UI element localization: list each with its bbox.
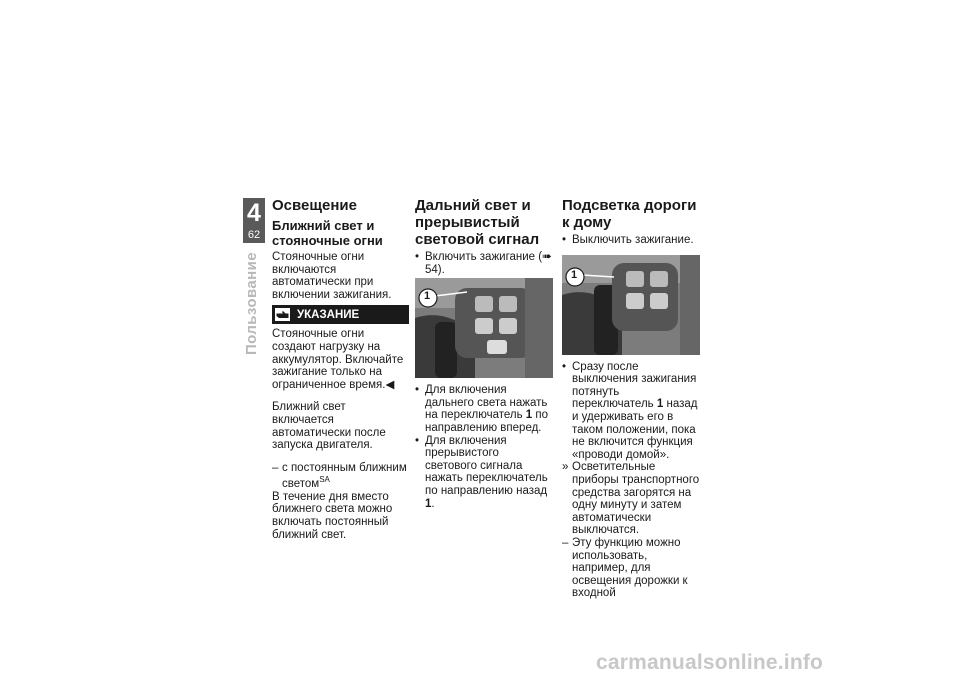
- result-marker: »: [562, 461, 569, 474]
- bullet-text-end: по направлению вперед.: [425, 409, 549, 434]
- handlebar-switch-photo: [415, 278, 553, 378]
- dash-marker: –: [562, 536, 569, 549]
- section-title: Освещение: [272, 197, 357, 214]
- dash-item-text: Эту функцию можно использовать, например, для освещения дорожки к входной: [572, 536, 688, 600]
- bullet-item: [415, 251, 553, 276]
- bullet-text-end: ).: [437, 263, 445, 276]
- bullet-text: Включить зажигание (: [425, 251, 543, 263]
- column-high-beam: [415, 197, 553, 510]
- bullet-marker: •: [415, 434, 420, 447]
- side-section-text: Пользование: [243, 252, 260, 355]
- bullet-marker: •: [562, 360, 567, 373]
- bullet-marker: •: [415, 251, 420, 263]
- section-title: Дальний свет и прерывистый световой сигнал: [415, 197, 540, 248]
- paragraph: В течение дня вместо ближнего света можно включать постоянный ближний свет.: [272, 490, 393, 541]
- photo-callout-1: 1: [424, 290, 431, 303]
- subsection-title: Ближний свет и стояночные огни: [272, 218, 383, 248]
- bullet-text: Сразу после выключения зажигания потянуть переключатель: [572, 360, 697, 411]
- reference-arrow-icon: ➠: [542, 251, 552, 263]
- bullet-item: [562, 234, 700, 247]
- notice-body: Стояночные огни создают нагрузку на аккумулятор. Включайте зажигание только на ограниченное время.: [272, 328, 404, 391]
- bullet-text: Выключить зажигание.: [572, 234, 694, 246]
- side-section-label: [243, 252, 265, 377]
- sa-superscript: SA: [319, 475, 330, 485]
- result-item: [562, 461, 700, 537]
- photo-callout-1: 1: [571, 268, 578, 281]
- notice-banner: [272, 305, 409, 324]
- pointing-hand-icon: [275, 308, 290, 321]
- bullet-text: Для включения прерывистого светового сигнала нажать переключатель по направлению назад: [425, 434, 548, 497]
- watermark: carmanualsonline.info: [596, 651, 824, 674]
- column-lighting: [272, 197, 409, 545]
- end-mark-icon: ◀: [385, 378, 395, 391]
- bullet-marker: •: [562, 234, 567, 246]
- notice-text: [272, 328, 409, 391]
- bullet-marker: •: [415, 384, 420, 397]
- bullet-item: [415, 384, 553, 434]
- dash-list-item: [562, 537, 700, 600]
- paragraph: Ближний свет включается автоматически после запуска двигателя.: [272, 401, 386, 452]
- bullet-item: [415, 435, 553, 511]
- callout-ref: 1: [525, 409, 533, 422]
- notice-label: УКАЗАНИЕ: [297, 308, 360, 321]
- dash-marker: –: [272, 461, 279, 474]
- page-reference[interactable]: 54: [425, 263, 438, 276]
- bullet-text: Для включения дальнего света нажать на переключатель: [425, 384, 548, 422]
- column-follow-me-home: [562, 197, 700, 600]
- callout-ref: 1: [656, 398, 664, 411]
- callout-ref: 1: [425, 497, 432, 510]
- result-text: Осветительные приборы транспортного средства загорятся на одну минуту и затем автоматически выключатся.: [572, 461, 700, 537]
- page-number: 62: [247, 229, 261, 241]
- dash-item-text: с постоянным ближним светом: [282, 461, 407, 491]
- dash-list-item: [272, 462, 409, 491]
- handlebar-switch-photo: [562, 255, 700, 355]
- bullet-item: [562, 361, 700, 462]
- chapter-tab: [243, 198, 265, 243]
- bullet-text-end: назад и удерживать его в таком положении, пока не включится функция «проводи домой».: [572, 398, 698, 461]
- paragraph: Стояночные огни включаются автоматически при включении зажигания.: [272, 251, 392, 301]
- bullet-text-end: .: [431, 497, 435, 510]
- chapter-number: 4: [247, 199, 261, 227]
- section-title: Подсветка дороги к дому: [562, 197, 697, 231]
